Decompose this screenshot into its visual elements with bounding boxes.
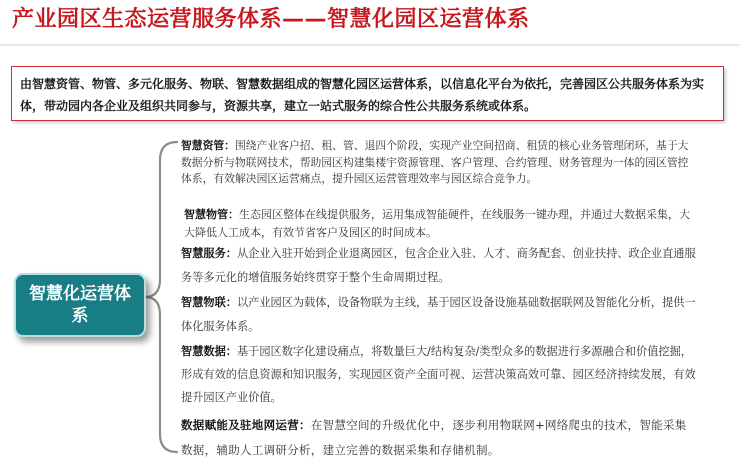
item-text: 以产业园区为载体，设备物联为主线，基于园区设备设施基础数据联网及智能化分析，提供一体化服务体系。 — [181, 296, 696, 333]
intro-text: 由智慧资管、物管、多元化服务、物联、智慧数据组成的智慧化园区运营体系，以信息化平台为依托，完善园区公共服务体系为实体，带动园内各企业及组织共同参与，资源共享，建立一站式服务的综合性公共服务系统或体系。 — [20, 77, 705, 113]
item-text: 基于园区数字化建设痛点，将数量巨大/结构复杂/类型众多的数据进行多源融合和价值挖掘，形成有效的信息资源和知识服务，实现园区资产全面可视、运营决策高效可靠、园区经济持续发展，有效提升园区产业价值。 — [181, 345, 696, 404]
item-smart-property-management — [184, 206, 700, 241]
item-term: 智慧数据： — [181, 345, 237, 358]
item-text: 从企业入驻开始到企业退离园区，包含企业入驻、人才、商务配套、创业扶持、政企业直通服务等多元化的增值服务始终贯穿于整个生命周期过程。 — [181, 247, 696, 284]
item-smart-asset-management — [181, 138, 697, 188]
item-term: 智慧服务： — [181, 247, 237, 260]
item-text: 在智慧空间的升级优化中，逐步利用物联网+网络爬虫的技术，智能采集数据，辅助人工调研分析，建立完善的数据采集和存储机制。 — [181, 418, 687, 457]
item-text: 生态园区整体在线提供服务，运用集成智能硬件，在线服务一键办理，并通过大数据采集，大大降低人工成本，有效节省客户及园区的时间成本。 — [184, 208, 690, 239]
item-smart-data — [181, 340, 697, 409]
intro-box — [11, 66, 724, 121]
item-smart-services — [181, 242, 697, 290]
item-data-empowerment-network — [181, 413, 697, 463]
item-text: 围绕产业客户招、租、管、退四个阶段，实现产业空间招商、租赁的核心业务管理闭环，基于大数据分析与物联网技术，帮助园区构建集楼宇资源管理、客户管理、合约管理、财务管理为一体的园区管控体系，有效解决园区运营痛点，提升园区运营管理效率与园区综合竞争力。 — [181, 139, 689, 185]
item-term: 智慧资管： — [181, 139, 235, 152]
item-term: 数据赋能及驻地网运营： — [181, 418, 311, 432]
item-smart-iot — [181, 291, 697, 339]
hub-label: 智慧化运营体系 — [29, 284, 131, 326]
item-term: 智慧物联： — [181, 296, 237, 309]
page-title: 产业园区生态运营服务体系——智慧化园区运营体系 — [12, 7, 530, 32]
item-term: 智慧物管： — [184, 208, 239, 221]
title-divider — [0, 44, 740, 46]
brace-connector — [142, 138, 182, 460]
hub-box — [14, 273, 146, 337]
